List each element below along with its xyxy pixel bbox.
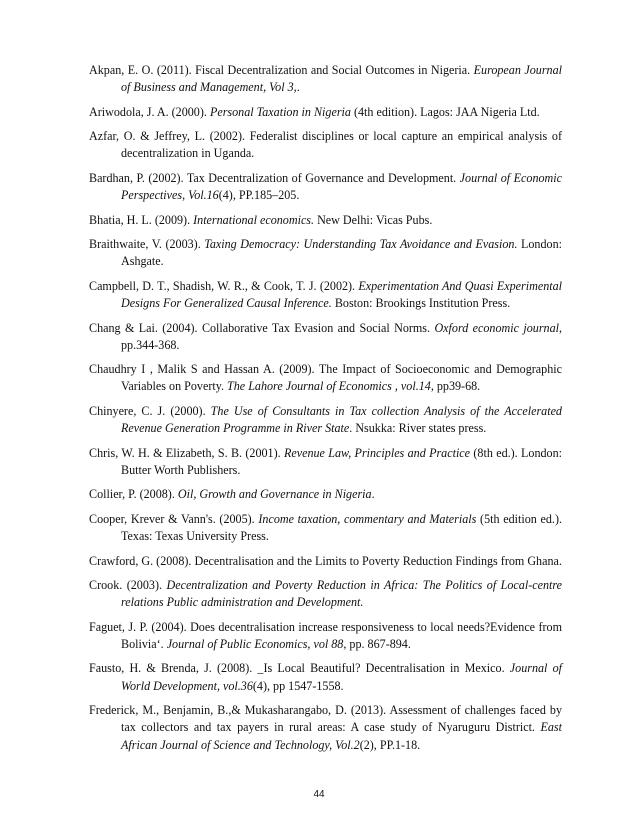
reference-entry [89,278,562,312]
reference-entry [89,445,562,479]
page-number: 44 [313,789,325,800]
reference-italic-segment: Taxing Democracy: Understanding Tax Avoidance and Evasion. [204,237,518,252]
reference-entry [89,104,562,121]
reference-text-segment: (2), PP.1-18. [359,737,421,752]
reference-text-segment: Chris, W. H. & Elizabeth, S. B. (2001). [89,445,284,460]
reference-entry [89,403,562,437]
reference-text-segment: Braithwaite, V. (2003). [89,237,205,252]
reference-text-segment: Collier, P. (2008). [89,487,178,502]
reference-italic-segment: Journal of Economic Perspectives, Vol.16 [121,170,562,203]
reference-entry [89,660,562,694]
reference-entry [89,619,562,653]
reference-text-segment: Fausto, H. & Brenda, J. (2008). _Is Local Beautiful? Decentralisation in Mexico. [89,661,510,676]
reference-text-segment: Campbell, D. T., Shadish, W. R., & Cook, T. J. (2002). [89,278,359,293]
reference-text-segment: (4), pp 1547-1558. [252,678,344,693]
reference-text-segment: (8th ed.). London: Butter Worth Publishers. [121,445,563,477]
reference-entry [89,553,562,570]
reference-text-segment: London: Ashgate. [121,237,562,269]
reference-italic-segment: Decentralization and Poverty Reduction in Africa: The Politics of Local-centre relations Public administration and Development. [121,578,562,610]
reference-italic-segment: Journal of World Development, vol.36 [121,661,563,693]
reference-text-segment: . Nsukka: River states press. [349,421,487,436]
reference-text-segment: . [296,80,300,95]
reference-italic-segment: Oil, Growth and Governance in Nigeria [177,487,372,502]
reference-italic-segment: Revenue Law, Principles and Practice [283,445,471,460]
reference-text-segment: (4th edition). Lagos: JAA Nigeria Ltd. [350,104,540,119]
reference-text-segment: Frederick, M., Benjamin, B.,& Mukasharangabo, D. (2013). Assessment of challenges faced by tax collectors and tax payers in rural areas: A case study of Nyaruguru District. [89,703,562,735]
reference-text-segment: Ariwodola, J. A. (2000). [89,104,210,119]
reference-entry [89,128,562,162]
reference-text-segment: Chang & Lai. (2004). Collaborative Tax Evasion and Social Norms. [89,320,435,335]
reference-text-segment: . [371,487,375,502]
reference-italic-segment: International economics. [193,212,315,227]
reference-text-segment: , pp39-68. [430,379,481,394]
reference-italic-segment: Experimentation And Quasi Experimental Designs For Generalized Causal Inference. [121,278,563,311]
reference-entry [89,702,562,754]
reference-text-segment: Bardhan, P. (2002). Tax Decentralization of Governance and Development. [89,170,460,185]
reference-text-segment: Crook. (2003). [89,578,167,593]
reference-text-segment: Chaudhry I , Malik S and Hassan A. (2009). The Impact of Socioeconomic and Demographic Variables on Poverty. [89,362,562,394]
reference-entry [89,170,562,204]
reference-entry [89,62,562,96]
reference-text-segment: Faguet, J. P. (2004). Does decentralisation increase responsiveness to local needs?Evidence from Bolivia‘. [89,619,562,651]
reference-italic-segment: Personal Taxation in Nigeria [209,104,351,119]
reference-italic-segment: East African Journal of Science and Technology, Vol.2 [121,720,562,752]
reference-italic-segment: Income taxation, commentary and Materials [258,511,477,526]
reference-text-segment: Boston: Brookings Institution Press. [331,296,511,311]
reference-italic-segment: Oxford economic journal [434,320,559,335]
reference-entry [89,511,562,545]
reference-text-segment: Azfar, O. & Jeffrey, L. (2002). Federalist disciplines or local capture an empirical analysis of decentralization in Uganda. [89,129,562,161]
reference-text-segment: Cooper, Krever & Vann's. (2005). [89,511,259,526]
reference-text-segment: Chinyere, C. J. (2000). [89,403,211,418]
reference-text-segment: Akpan, E. O. (2011). Fiscal Decentralization and Social Outcomes in Nigeria. [89,63,474,77]
reference-italic-segment: Journal of Public Economics, vol 88 [166,636,344,651]
reference-text-segment: Crawford, G. (2008). Decentralisation and the Limits to Poverty Reduction Findings from Ghana. [89,553,562,568]
reference-entry [89,212,562,229]
reference-text-segment: (5th edition ed.). Texas: Texas University Press. [121,511,562,544]
reference-text-segment: , pp.344-368. [121,320,563,352]
reference-text-segment: New Delhi: Vicas Pubs. [314,212,433,227]
reference-text-segment: Bhatia, H. L. (2009). [89,212,194,227]
reference-italic-segment: The Lahore Journal of Economics , vol.14 [227,379,431,394]
reference-text-segment: , pp. 867-894. [343,636,411,651]
reference-entry [89,236,562,270]
reference-entry [89,486,562,503]
reference-entry [89,577,562,611]
reference-italic-segment: European Journal of Business and Management, Vol 3, [121,63,562,95]
reference-list [89,62,562,761]
reference-entry [89,320,562,354]
reference-text-segment: (4), PP.185–205. [218,188,300,203]
reference-entry [89,361,562,395]
reference-italic-segment: The Use of Consultants in Tax collection Analysis of the Accelerated Revenue Generation Programme in River State [121,403,562,436]
